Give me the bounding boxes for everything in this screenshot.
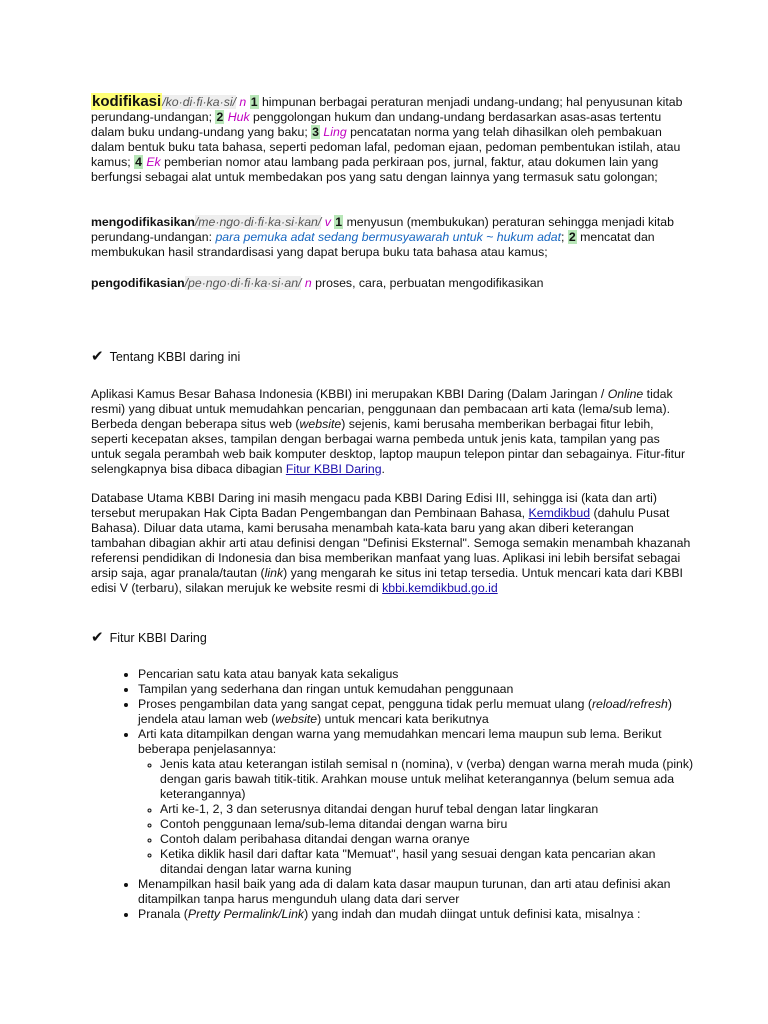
sense-text: menyusun (membukukan) peraturan sehingga menjadi kitab perundang-undangan: [91, 215, 674, 244]
paragraph-text: ) sejenis, kami berusaha memberikan berbagai fitur lebih, seperti kecepatan akses, tampilan dengan berbagai warna pembeda untuk jenis kata, tampilan yang pas untuk segala perambah web baik komputer desktop, laptop maupun telepon pintar dan sebagainya. Fitur-fitur selengkapnya bisa dibaca dibagian [91, 417, 686, 476]
sub-list-item: ◦ Arti ke-1, 2, 3 dan seterusnya ditandai dengan huruf tebal dengan latar lingkaran [160, 802, 698, 817]
list-item: • Tampilan yang sederhana dan ringan untuk kemudahan penggunaan [138, 682, 698, 697]
features-list [106, 667, 698, 922]
kemdikbud-link[interactable]: Kemdikbud [528, 506, 591, 520]
pos-label: n [304, 276, 312, 290]
entry-kodifikasi [91, 94, 691, 185]
pos-label: v [324, 215, 331, 229]
example-text: para pemuka adat sedang bermusyawarah untuk ~ hukum adat [215, 230, 562, 244]
checkmark-icon: ✔ [91, 629, 104, 646]
item-text: Arti kata ditampilkan dengan warna yang memudahkan mencari lema maupun sub lema. Berikut beberapa penjelasannya: [138, 727, 662, 756]
item-text: ) untuk mencari kata berikutnya [317, 712, 489, 726]
sense-number: 2 [216, 110, 224, 124]
sub-list-item: ◦ Contoh penggunaan lema/sub-lema ditandai dengan warna biru [160, 817, 698, 832]
sense-number: 2 [568, 230, 576, 244]
emphasis-text: reload/refresh [591, 697, 668, 711]
features-heading [91, 630, 207, 645]
emphasis-text: website [275, 712, 318, 726]
kbbi-website-link[interactable]: kbbi.kemdikbud.go.id [382, 581, 498, 595]
sense-text: pencatatan norma yang telah dihasilkan oleh pembakuan dalam bentuk buku tata bahasa, seperti pedoman lafal, pedoman ejaan, pedoman pembentukan istilah, atau kamus; [91, 125, 681, 169]
sense-text: mencatat dan membukukan hasil strandardisasi yang dapat berupa buku tata bahasa atau kamus; [91, 230, 655, 259]
sense-number: 3 [312, 125, 319, 139]
sense-text: proses, cara, perbuatan mengodifikasikan [315, 276, 544, 290]
paragraph-text: ) yang mengarah ke situs ini tetap tersedia. Untuk mencari kata dari KBBI edisi V (terbaru), silakan merujuk ke website resmi di [91, 566, 683, 595]
checkmark-icon: ✔ [91, 348, 104, 365]
sense-text: himpunan berbagai peraturan menjadi undang-undang; hal penyusunan kitab perundang-undangan; [91, 95, 683, 124]
sense-number: 4 [135, 155, 142, 169]
emphasis-text: website [299, 417, 342, 431]
sub-list-item: ◦ Ketika diklik hasil dari daftar kata "Memuat", hasil yang sesuai dengan kata pencarian akan ditandai dengan latar warna kuning [160, 847, 698, 877]
emphasis-text: link [264, 566, 284, 580]
pronunciation: /pe·ngo·di·fi·ka·si·an/ [184, 276, 302, 290]
pronunciation: /me·ngo·di·fi·ka·si·kan/ [194, 215, 322, 229]
sense-number: 1 [250, 95, 258, 109]
sense-text: pemberian nomor atau lambang pada perkiraan pos, jurnal, faktur, atau dokumen lain yang berfungsi sebagai alat untuk membedakan pos yang satu dengan lainnya yang termasuk satu golongan; [91, 155, 659, 184]
paragraph-text: Database Utama KBBI Daring ini masih mengacu pada KBBI Daring Edisi III, sehingga isi (kata dan arti) tersebut merupakan Hak Cipta Badan Pengembangan dan Pembinaan Bahasa, [91, 491, 657, 520]
section-title: Tentang KBBI daring ini [109, 349, 241, 364]
entry-pengodifikasian [91, 276, 691, 291]
field-label: Huk [227, 110, 250, 124]
about-heading [91, 349, 240, 364]
item-text: Proses pengambilan data yang sangat cepat, pengguna tidak perlu memuat ulang ( [138, 697, 592, 711]
sub-list-item: ◦ Jenis kata atau keterangan istilah semisal n (nomina), v (verba) dengan warna merah muda (pink) dengan garis bawah titik-titik. Arahkan mouse untuk melihat keterangannya (belum semua ada keterangannya) [160, 757, 698, 802]
item-text: Pranala ( [138, 907, 188, 921]
paragraph-text: Aplikasi Kamus Besar Bahasa Indonesia (KBBI) ini merupakan KBBI Daring (Dalam Jaringan / [91, 387, 608, 401]
pronunciation: /ko·di·fi·ka·si/ [162, 95, 236, 109]
emphasis-text: Pretty Permalink/Link [187, 907, 305, 921]
headword: pengodifikasian [91, 276, 185, 290]
about-paragraph-1 [91, 387, 691, 477]
item-text: ) jendela atau laman web ( [138, 697, 672, 726]
sense-text: penggolongan hukum dan undang-undang berdasarkan asas-asas tertentu dalam buku undang-undang yang baku; [91, 110, 662, 139]
color-legend-list [138, 757, 698, 877]
field-label: Ling [323, 125, 347, 139]
pos-label: n [239, 95, 247, 109]
item-text: ) yang indah dan mudah diingat untuk definisi kata, misalnya : [304, 907, 641, 921]
list-item [138, 907, 698, 922]
field-label: Ek [146, 155, 161, 169]
list-item [138, 697, 698, 727]
headword: mengodifikasikan [91, 215, 195, 229]
headword: kodifikasi [92, 93, 162, 110]
sub-list-item: ◦ Contoh dalam peribahasa ditandai dengan warna oranye [160, 832, 698, 847]
fitur-kbbi-link[interactable]: Fitur KBBI Daring [285, 462, 382, 476]
about-paragraph-2 [91, 491, 691, 596]
paragraph-text: . [381, 462, 385, 476]
paragraph-text: tidak resmi) yang dibuat untuk memudahkan pencarian, penggunaan dan pembacaan arti kata (lema/sub lema). Berbeda dengan beberapa situs web ( [91, 387, 673, 431]
section-title: Fitur KBBI Daring [109, 630, 207, 645]
list-item: • Menampilkan hasil baik yang ada di dalam kata dasar maupun turunan, dan arti atau definisi akan ditampilkan tanpa harus mengunduh ulang data dari server [138, 877, 698, 907]
emphasis-text: Online [607, 387, 644, 401]
sense-number: 1 [335, 215, 343, 229]
list-item: • Pencarian satu kata atau banyak kata sekaligus [138, 667, 698, 682]
entry-mengodifikasikan: mengodifikasikan/me·ngo·di·fi·ka·si·kan/ v 1 menyusun (membukukan) peraturan sehingga menjadi kitab perundang-undangan: para pemuka adat sedang bermusyawarah untuk ~ hukum adat; 2 mencatat dan membukukan hasil strandardisasi yang dapat berupa buku tata bahasa atau kamus; [91, 215, 674, 259]
list-item [138, 727, 698, 877]
paragraph-text: (dahulu Pusat Bahasa). Diluar data utama, kami berusaha menambah kata-kata baru yang akan diberi keterangan tambahan dibagian akhir arti atau definisi dengan "Definisi Eksternal". Semoga semakin menambah khazanah referensi pendidikan di Indonesia dan bisa memberikan manfaat yang luas. Aplikasi ini lebih bersifat sebagai arsip saja, agar pranala/tautan ( [91, 506, 691, 580]
